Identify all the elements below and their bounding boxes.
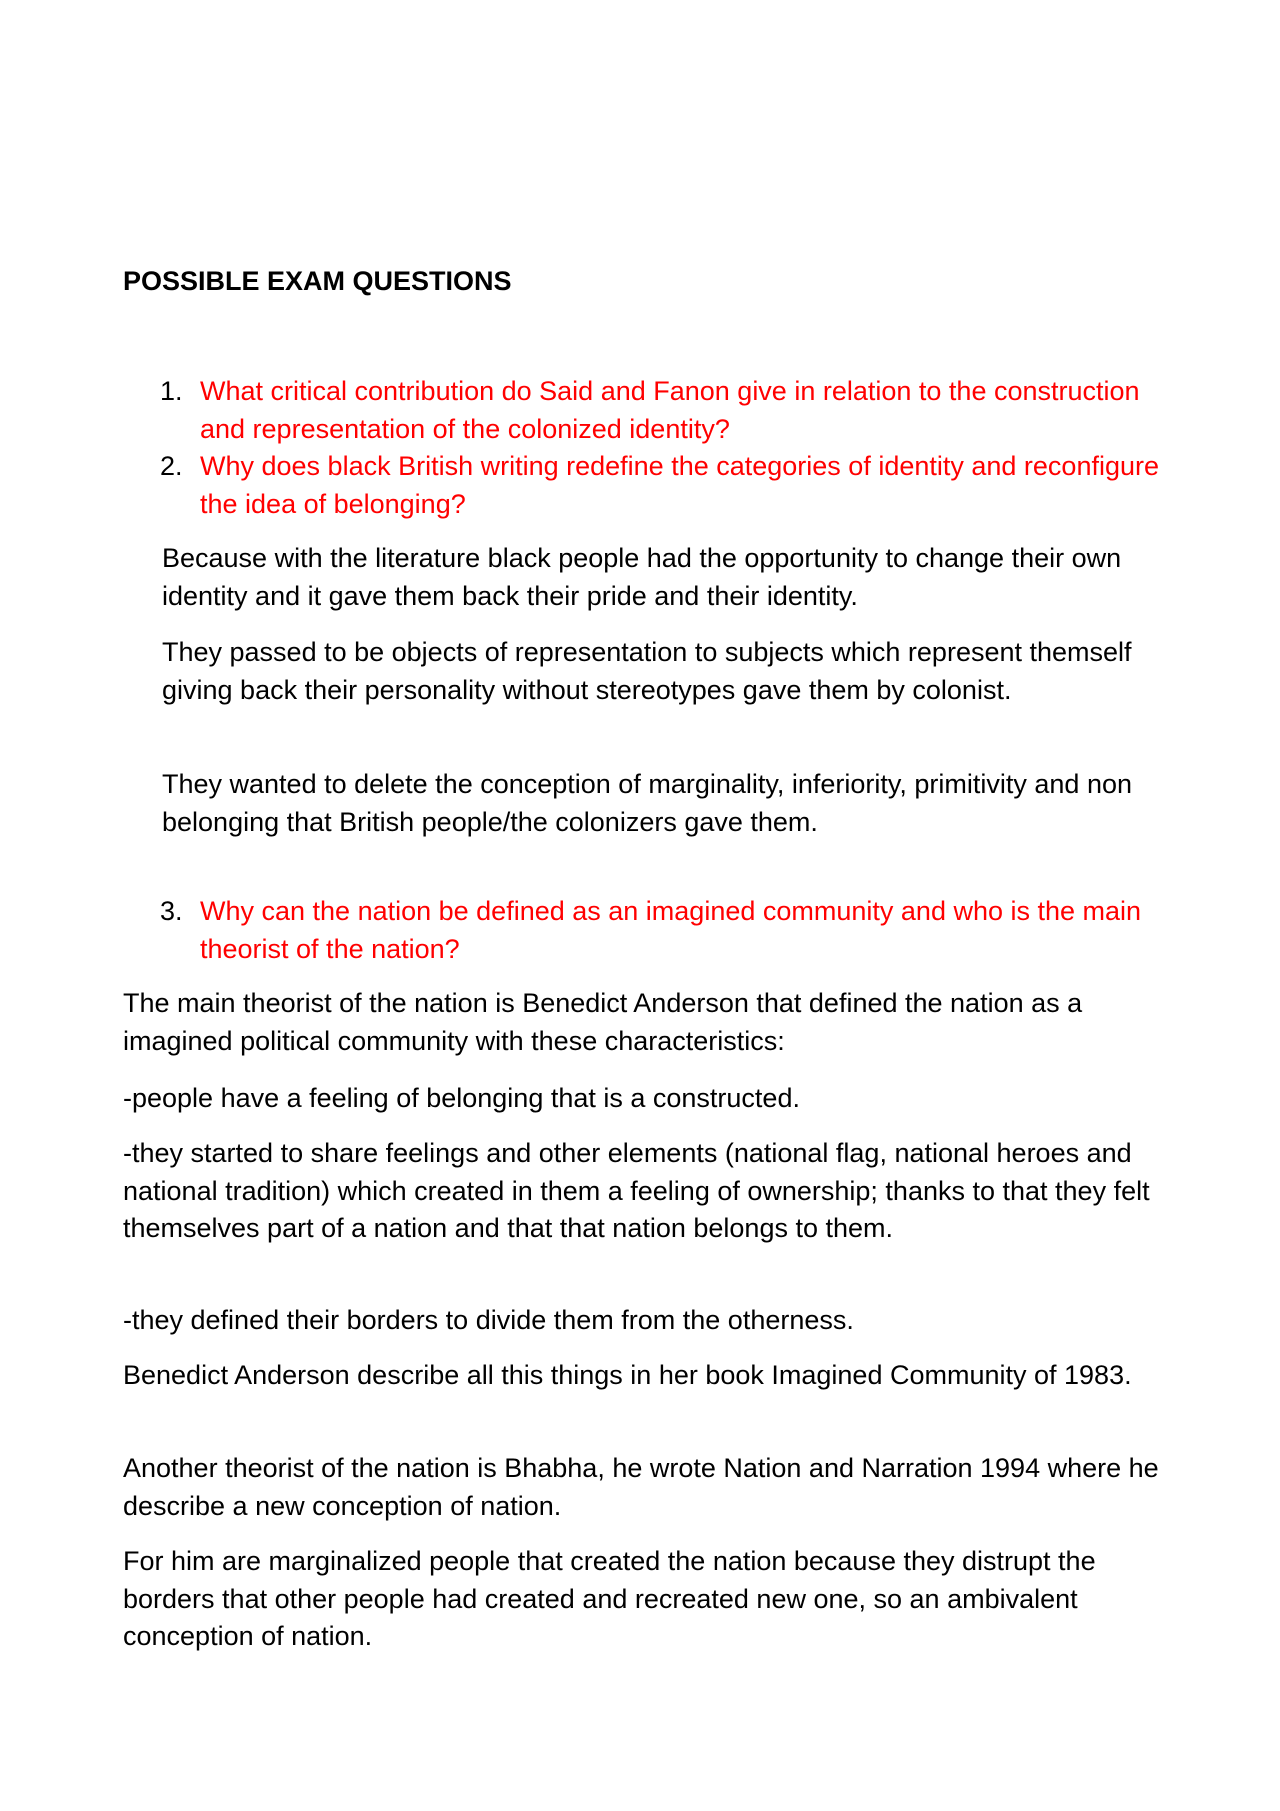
question-text: Why can the nation be defined as an imagined community and who is the main theorist of the nation? (200, 896, 1142, 964)
answer-paragraph: They passed to be objects of representation to subjects which represent themself giving back their personality without stereotypes gave them by colonist. (162, 637, 1132, 705)
answer-paragraph: For him are marginalized people that created the nation because they distrupt the borders that other people had created and recreated new one, so an ambivalent conception of nation. (123, 1546, 1096, 1651)
answer-paragraph: -they defined their borders to divide them from the otherness. (123, 1305, 854, 1335)
question-number: 1. (160, 376, 183, 406)
answer-paragraph: They wanted to delete the conception of marginality, inferiority, primitivity and non belonging that British people/the colonizers gave them. (162, 769, 1132, 837)
question-3 (160, 893, 1160, 968)
answer-paragraph: The main theorist of the nation is Benedict Anderson that defined the nation as a imagined political community with these characteristics: (123, 988, 1083, 1056)
question-1 (160, 373, 1160, 448)
question-number: 3. (160, 896, 183, 926)
answer-paragraph: -they started to share feelings and other elements (national flag, national heroes and national tradition) which created in them a feeling of ownership; thanks to that they felt themselves part of a nation and that that nation belongs to them. (123, 1138, 1150, 1243)
page-title: POSSIBLE EXAM QUESTIONS (123, 266, 512, 296)
question-number: 2. (160, 451, 183, 481)
answer-paragraph: Because with the literature black people had the opportunity to change their own identity and it gave them back their pride and their identity. (162, 543, 1122, 611)
question-text: What critical contribution do Said and Fanon give in relation to the construction and representation of the colonized identity? (200, 376, 1140, 444)
answer-paragraph: -people have a feeling of belonging that is a constructed. (123, 1083, 800, 1113)
question-text: Why does black British writing redefine the categories of identity and reconfigure the idea of belonging? (200, 451, 1160, 519)
question-2 (160, 448, 1160, 523)
answer-paragraph: Benedict Anderson describe all this things in her book Imagined Community of 1983. (123, 1360, 1132, 1390)
answer-paragraph: Another theorist of the nation is Bhabha, he wrote Nation and Narration 1994 where he describe a new conception of nation. (123, 1453, 1159, 1521)
